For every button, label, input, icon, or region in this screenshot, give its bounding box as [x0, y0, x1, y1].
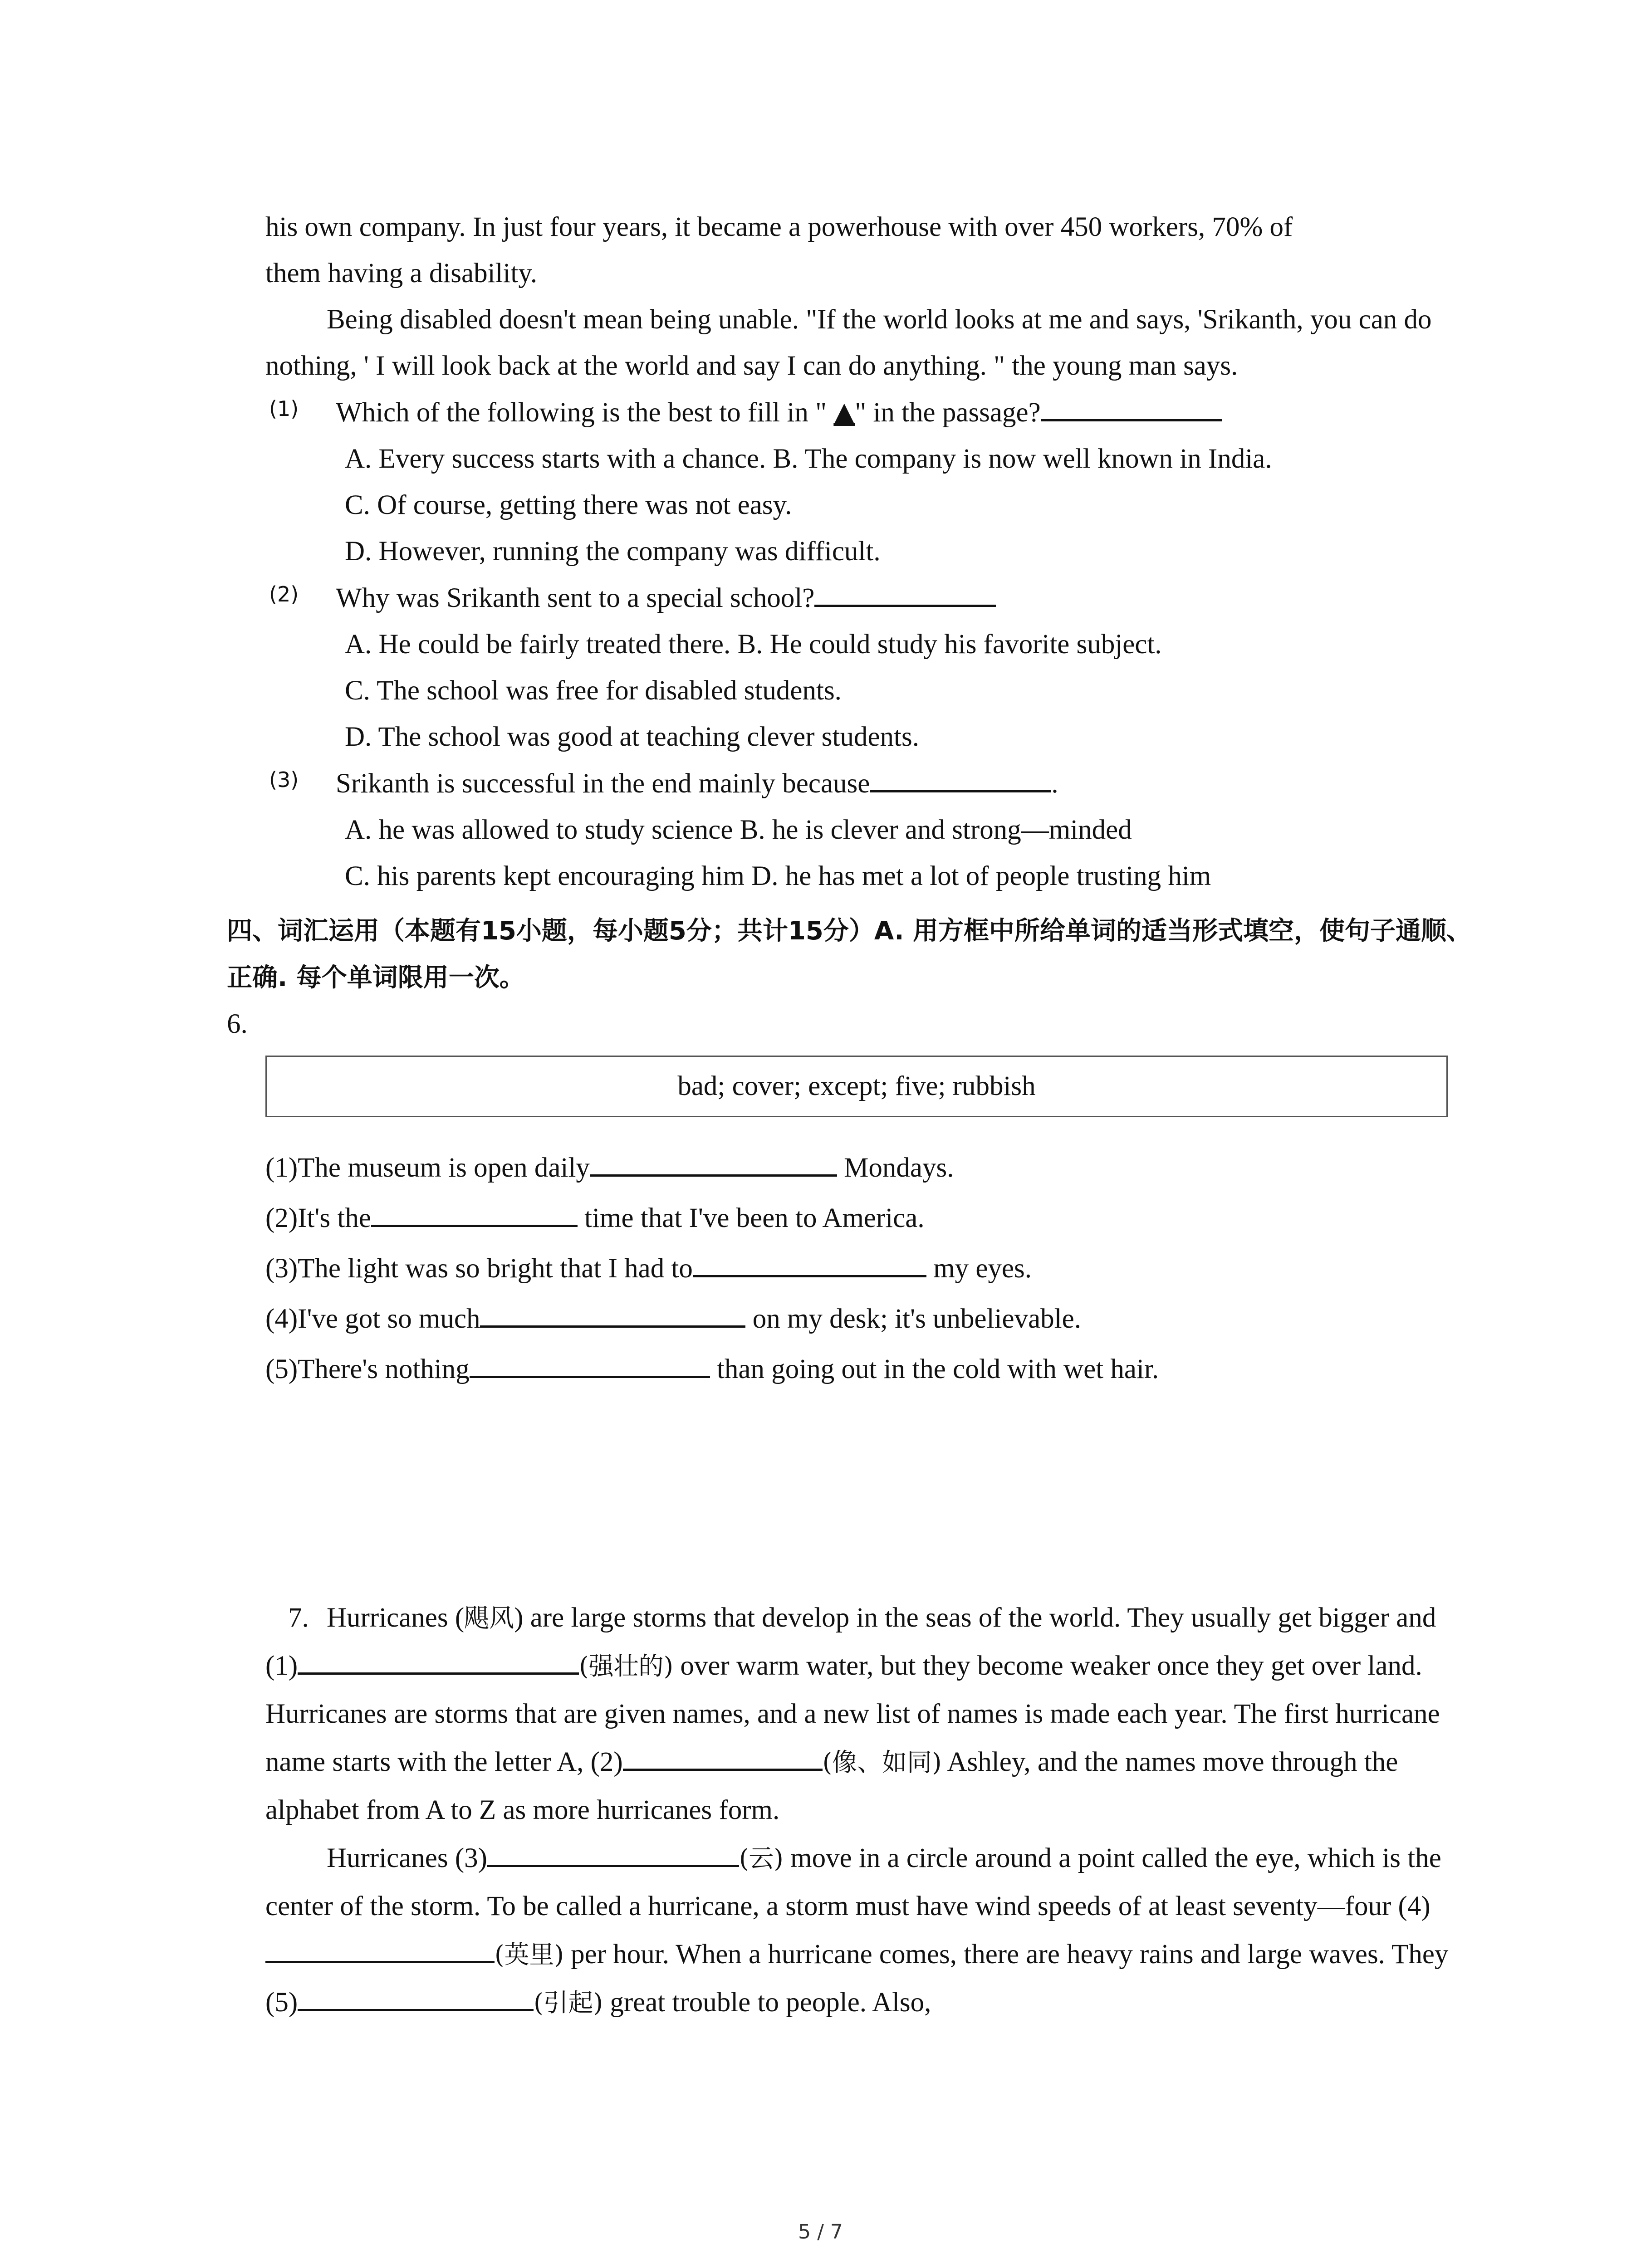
- sentence-text: on my desk; it's unbelievable.: [745, 1304, 1081, 1334]
- fill-in-sentences: [265, 1143, 1450, 1394]
- sentence-1: [265, 1143, 1450, 1193]
- question-number: (3): [269, 767, 299, 792]
- option-line: A. he was allowed to study science B. he is clever and strong—minded: [345, 815, 1132, 845]
- sentence-text: (3)The light was so bright that I had to: [265, 1253, 693, 1284]
- paragraph-text: move in a circle around a point called the eye, which is the center of the storm. To be called a hurricane, a storm must have wind speeds of at least seventy—four (4): [265, 1843, 1441, 1921]
- sentence-text: (1)The museum is open daily: [265, 1153, 590, 1183]
- answer-blank[interactable]: [590, 1144, 837, 1177]
- passage-paragraph: Being disabled doesn't mean being unable. "If the world looks at me and says, 'Srikanth, you can do nothing, ' I will look back at the world and say I can do anything. " the young man says.: [265, 304, 1432, 381]
- sentence-2: [265, 1193, 1450, 1243]
- sentence-text: (5)There's nothing: [265, 1354, 470, 1384]
- paragraph-text: ) are large storms that develop in the seas of the world. They usually get bigger and (1): [265, 1603, 1436, 1681]
- answer-blank[interactable]: [693, 1245, 926, 1277]
- passage-line: his own company. In just four years, it became a powerhouse with over 450 workers, 70% of: [265, 212, 1293, 242]
- answer-blank[interactable]: [480, 1295, 745, 1328]
- sentence-text: (4)I've got so much: [265, 1304, 480, 1334]
- option-line: C. The school was free for disabled students.: [345, 675, 842, 706]
- paragraph-text: Hurricanes (: [327, 1603, 465, 1633]
- chinese-hint: (云): [739, 1844, 784, 1873]
- passage-line: them having a disability.: [265, 258, 538, 288]
- paragraph-text: Ashley, and the names move through the alphabet from A to Z as more hurricanes form.: [265, 1747, 1398, 1825]
- paragraph-text: great trouble to people. Also,: [603, 1987, 931, 2018]
- answer-blank[interactable]: [487, 1835, 739, 1867]
- question-stem: Which of the following is the best to fill in ": [336, 397, 834, 428]
- section-title: 四、词汇运用（本题有15小题，每小题5分；共计15分）A. 用方框中所给单词的适当形式填空，使句子通顺、正确. 每个单词限用一次。: [227, 916, 1472, 992]
- question-1: [265, 389, 1450, 436]
- spacer: [265, 1394, 1450, 1594]
- sentence-text: time that I've been to America.: [577, 1203, 925, 1233]
- option-line: C. Of course, getting there was not easy.: [345, 490, 792, 520]
- triangle-marker-icon: ▲: [833, 396, 855, 428]
- chinese-hint: (引起): [534, 1988, 603, 2017]
- answer-blank[interactable]: [814, 575, 996, 607]
- item7-paragraph-2: [265, 1834, 1450, 2027]
- option-line: D. However, running the company was difficult.: [345, 536, 881, 567]
- sentence-3: [265, 1243, 1450, 1294]
- answer-blank[interactable]: [298, 1979, 534, 2011]
- answer-blank[interactable]: [623, 1739, 823, 1771]
- question-number: (1): [269, 396, 299, 421]
- paragraph-text: Hurricanes (3): [327, 1843, 487, 1873]
- question-stem: Srikanth is successful in the end mainly because: [336, 768, 870, 799]
- sentence-5: [265, 1344, 1450, 1394]
- option-line: A. Every success starts with a chance. B. The company is now well known in India.: [345, 444, 1272, 474]
- sentence-text: than going out in the cold with wet hair.: [710, 1354, 1159, 1384]
- sentence-text: (2)It's the: [265, 1203, 371, 1233]
- chinese-hint: 飓风: [464, 1603, 514, 1633]
- option-line: A. He could be fairly treated there. B. He could study his favorite subject.: [345, 629, 1162, 660]
- sentence-text: Mondays.: [837, 1153, 954, 1183]
- word-box: bad; cover; except; five; rubbish: [265, 1056, 1448, 1117]
- chinese-hint: (像、如同): [822, 1748, 942, 1777]
- item-number: 7.: [288, 1603, 309, 1633]
- chinese-hint: (英里): [495, 1940, 564, 1969]
- question-stem-end: .: [1051, 768, 1058, 799]
- question-3: [265, 760, 1450, 807]
- item-7: [265, 1594, 1450, 2027]
- answer-blank[interactable]: [870, 760, 1051, 792]
- question-stem-end: " in the passage?: [855, 397, 1041, 428]
- sentence-text: my eyes.: [926, 1253, 1032, 1284]
- sentence-4: [265, 1294, 1450, 1344]
- paragraph-text: per hour. When a hurricane comes, there are heavy rains and large waves. They (5): [265, 1939, 1449, 2018]
- question-2: [265, 575, 1450, 621]
- answer-blank[interactable]: [265, 1931, 495, 1963]
- item-number: 6.: [227, 1009, 248, 1039]
- answer-blank[interactable]: [470, 1346, 710, 1378]
- question-number: (2): [269, 582, 299, 606]
- option-line: C. his parents kept encouraging him D. he has met a lot of people trusting him: [345, 861, 1211, 891]
- page-number: 5 / 7: [798, 2220, 843, 2244]
- item7-paragraph-1: [265, 1594, 1450, 1834]
- chinese-hint: (强壮的): [579, 1652, 674, 1681]
- answer-blank[interactable]: [298, 1642, 579, 1675]
- page-content: [227, 204, 1472, 2027]
- answer-blank[interactable]: [371, 1195, 578, 1227]
- paragraph-text: over warm water, but they become weaker once they get over land. Hurricanes are storms that are given names, and a new list of names is made each year. The first hurricane name starts with the letter A, (2): [265, 1651, 1440, 1777]
- question-stem: Why was Srikanth sent to a special school?: [336, 583, 815, 613]
- option-line: D. The school was good at teaching clever students.: [345, 722, 919, 752]
- answer-blank[interactable]: [1041, 389, 1222, 421]
